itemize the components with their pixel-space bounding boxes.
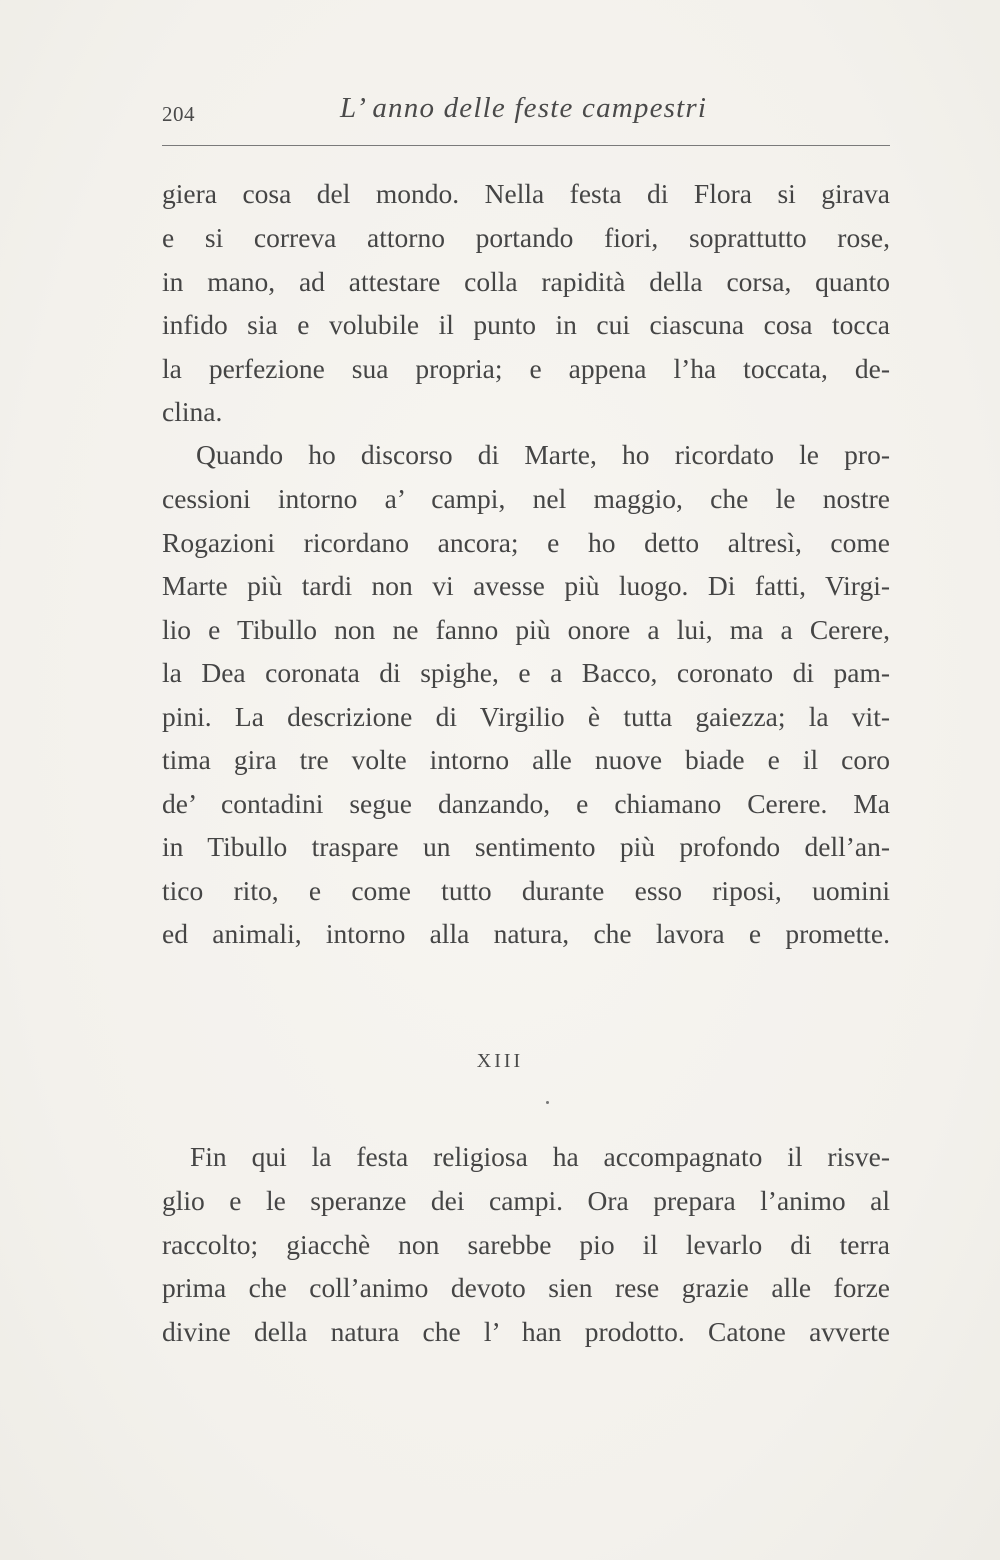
text-line: lio e Tibullo non ne fanno più onore a lui, ma a Cerere, (162, 614, 890, 645)
page-header (162, 92, 890, 132)
text-line: in Tibullo traspare un sentimento più profondo dell’an- (162, 831, 890, 862)
text-line: pini. La descrizione di Virgilio è tutta gaiezza; la vit- (162, 701, 890, 732)
text-line: la Dea coronata di spighe, e a Bacco, coronato di pam- (162, 657, 890, 688)
text-line: prima che coll’animo devoto sien rese grazie alle forze (162, 1272, 890, 1303)
text-line: tico rito, e come tutto durante esso riposi, uomini (162, 875, 890, 906)
text-line: e si correva attorno portando fiori, soprattutto rose, (162, 222, 890, 253)
text-line: ed animali, intorno alla natura, che lavora e promette. (162, 918, 890, 949)
text-line: la perfezione sua propria; e appena l’ha toccata, de- (162, 353, 890, 384)
text-line: Marte più tardi non vi avesse più luogo. Di fatti, Virgi- (162, 570, 890, 601)
text-line: glio e le speranze dei campi. Ora prepara l’animo al (162, 1185, 890, 1216)
header-rule (162, 145, 890, 146)
text-line: Rogazioni ricordano ancora; e ho detto altresì, come (162, 527, 890, 558)
text-line: Quando ho discorso di Marte, ho ricordato le pro- (196, 439, 890, 470)
running-title: L’ anno delle feste campestri (340, 92, 708, 124)
page-number: 204 (162, 102, 195, 126)
text-line: infido sia e volubile il punto in cui ciascuna cosa tocca (162, 309, 890, 340)
ink-dot (546, 1101, 549, 1104)
text-line: giera cosa del mondo. Nella festa di Flora si girava (162, 178, 890, 209)
text-line: raccolto; giacchè non sarebbe pio il levarlo di terra (162, 1229, 890, 1260)
text-line: de’ contadini segue danzando, e chiamano Cerere. Ma (162, 788, 890, 819)
text-line: in mano, ad attestare colla rapidità della corsa, quanto (162, 266, 890, 297)
section-heading: XIII (476, 1050, 524, 1072)
text-line: Fin qui la festa religiosa ha accompagnato il risve- (190, 1141, 890, 1172)
text-line: clina. (162, 396, 223, 427)
text-line: tima gira tre volte intorno alle nuove biade e il coro (162, 744, 890, 775)
text-line: divine della natura che l’ han prodotto. Catone avverte (162, 1316, 890, 1347)
text-line: cessioni intorno a’ campi, nel maggio, che le nostre (162, 483, 890, 514)
